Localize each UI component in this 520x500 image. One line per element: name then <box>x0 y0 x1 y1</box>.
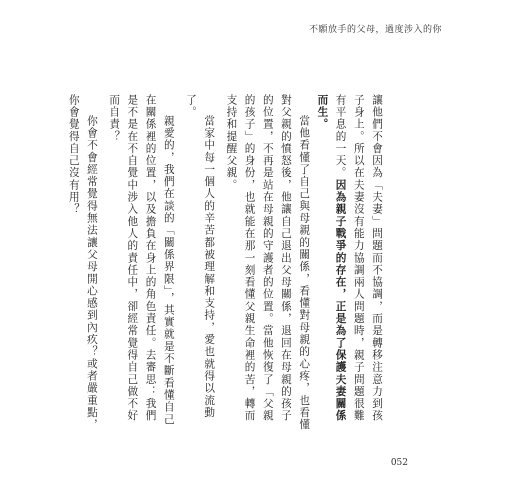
paragraph <box>182 94 218 434</box>
text-segment: 你會不會經常覺得無法讓父母開心感到內疚？或者嚴重點，你會覺得自己沒有用？ <box>67 94 98 432</box>
running-header: 不願放手的父母，過度涉入的你 <box>308 25 442 35</box>
body-text <box>67 94 386 434</box>
page-number: 052 <box>390 458 408 468</box>
text-segment: 讓他們不會因為「夫妻」問題而不協調，而是轉移注意力到孩子身上。所以在夫妻沒有能力協調兩人問題時，親子問題很難有平息的一天。 <box>334 94 383 423</box>
paragraph <box>105 94 178 434</box>
paragraph <box>65 94 101 434</box>
paragraph <box>222 94 313 434</box>
bold-text-segment: 因為親子戰爭的存在，正是為了保護夫妻關係而生。 <box>316 94 347 423</box>
text-segment: 當他看懂了自己與母親的關係，看懂對母親的心疼，也看懂對父親的憤怒後，他讓自己退出父母關係，退回在母親的孩子的位置，不再是站在母親的守護者的位置。當他恢復了「父親的孩子」的身份，也就能在那一刻看懂父親生命裡的苦，轉而支持和提醒父親。 <box>225 94 311 432</box>
text-segment: 親愛的，我們在談的「關係界限」，其實就是不斷看懂自己在關係裡的位置，以及擔負在身上的角色責任。去審思：我們是不是在不自覺中涉入他人的責任中，卻經常覺得自己做不好而自責？ <box>108 94 175 426</box>
paragraph <box>313 94 386 434</box>
text-segment: 當家中每一個人的辛苦都被理解和支持，愛也就得以流動了。 <box>184 94 216 419</box>
